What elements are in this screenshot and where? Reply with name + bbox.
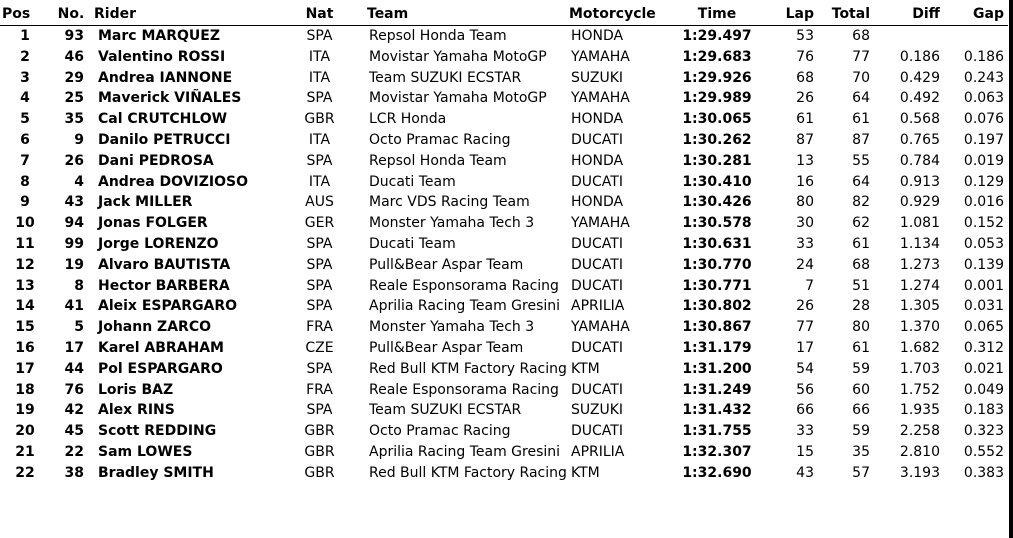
- cell-team: Repsol Honda Team: [369, 152, 507, 169]
- cell-rider: Dani PEDROSA: [98, 152, 214, 169]
- cell-time: 1:30.867: [682, 319, 752, 336]
- cell-gap: 0.383: [963, 464, 1004, 481]
- cell-diff: 0.784: [899, 152, 940, 169]
- table-row: [0, 276, 1008, 297]
- cell-team: Team SUZUKI ECSTAR: [369, 402, 522, 419]
- cell-rider: Scott REDDING: [98, 423, 217, 440]
- cell-gap: 0.063: [963, 90, 1004, 107]
- cell-nat: SPA: [306, 235, 333, 252]
- cell-motorcycle: HONDA: [571, 28, 624, 44]
- cell-team: Octo Pramac Racing: [369, 131, 511, 148]
- cell-nat: FRA: [306, 381, 333, 398]
- cell-lap: 33: [796, 423, 814, 440]
- cell-time: 1:30.770: [682, 256, 752, 273]
- cell-pos: 1: [20, 28, 30, 44]
- cell-number: 93: [64, 28, 84, 44]
- cell-total: 66: [852, 402, 870, 419]
- cell-diff: 1.305: [899, 298, 940, 315]
- cell-rider: Hector BARBERA: [98, 277, 230, 294]
- header-motorcycle: Motorcycle: [569, 6, 656, 22]
- cell-number: 44: [64, 360, 84, 377]
- cell-lap: 16: [796, 173, 814, 190]
- cell-lap: 56: [796, 381, 814, 398]
- cell-team: Aprilia Racing Team Gresini: [369, 298, 561, 315]
- cell-nat: GBR: [304, 111, 335, 128]
- cell-number: 45: [64, 423, 84, 440]
- cell-team: Red Bull KTM Factory Racing: [369, 360, 567, 377]
- cell-time: 1:29.683: [682, 48, 752, 65]
- table-row: [0, 88, 1008, 109]
- table-row: [0, 255, 1008, 276]
- cell-total: 61: [852, 339, 870, 356]
- cell-number: 46: [64, 48, 84, 65]
- cell-rider: Sam LOWES: [98, 443, 193, 460]
- cell-diff: 1.274: [899, 277, 940, 294]
- cell-rider: Danilo PETRUCCI: [98, 131, 231, 148]
- header-lap: Lap: [785, 6, 814, 22]
- cell-total: 51: [852, 277, 870, 294]
- cell-time: 1:30.771: [682, 277, 752, 294]
- cell-lap: 87: [796, 131, 814, 148]
- cell-motorcycle: APRILIA: [571, 443, 625, 460]
- cell-rider: Cal CRUTCHLOW: [98, 111, 228, 128]
- cell-lap: 30: [796, 215, 814, 232]
- cell-diff: 0.913: [899, 173, 940, 190]
- cell-total: 61: [852, 111, 870, 128]
- cell-gap: 0.001: [963, 277, 1004, 294]
- cell-time: 1:32.307: [682, 443, 752, 460]
- cell-time: 1:29.926: [682, 69, 752, 86]
- cell-number: 19: [64, 256, 84, 273]
- cell-nat: CZE: [305, 339, 334, 356]
- header-time: Time: [697, 6, 737, 22]
- table-row: [0, 172, 1008, 193]
- header-rider: Rider: [94, 6, 136, 22]
- results-table: [0, 4, 1008, 484]
- cell-total: 77: [852, 48, 870, 65]
- cell-rider: Valentino ROSSI: [98, 48, 226, 65]
- cell-pos: 14: [15, 298, 35, 315]
- cell-pos: 3: [20, 69, 30, 86]
- cell-motorcycle: YAMAHA: [571, 48, 630, 65]
- cell-number: 4: [74, 173, 84, 190]
- cell-diff: 1.081: [899, 215, 940, 232]
- cell-pos: 17: [15, 360, 35, 377]
- cell-total: 35: [852, 443, 870, 460]
- cell-pos: 12: [15, 256, 35, 273]
- cell-time: 1:31.755: [682, 423, 752, 440]
- cell-time: 1:32.690: [682, 464, 752, 481]
- cell-diff: 1.935: [899, 402, 940, 419]
- cell-diff: 0.568: [899, 111, 940, 128]
- cell-time: 1:31.200: [682, 360, 752, 377]
- cell-diff: 1.273: [899, 256, 940, 273]
- cell-number: 35: [64, 111, 84, 128]
- cell-pos: 2: [20, 48, 30, 65]
- cell-motorcycle: APRILIA: [571, 298, 625, 315]
- cell-motorcycle: YAMAHA: [571, 319, 630, 336]
- cell-rider: Alvaro BAUTISTA: [98, 256, 231, 273]
- cell-team: Repsol Honda Team: [369, 28, 507, 44]
- cell-time: 1:31.432: [682, 402, 752, 419]
- cell-motorcycle: HONDA: [571, 194, 624, 211]
- header-team: Team: [367, 6, 409, 22]
- cell-nat: FRA: [306, 319, 333, 336]
- table-row: [0, 359, 1008, 380]
- cell-nat: SPA: [306, 28, 333, 44]
- cell-time: 1:30.426: [682, 194, 752, 211]
- cell-nat: GBR: [304, 423, 335, 440]
- cell-motorcycle: KTM: [571, 360, 600, 377]
- cell-rider: Jack MILLER: [98, 194, 193, 211]
- cell-pos: 8: [20, 173, 30, 190]
- cell-diff: 1.752: [899, 381, 940, 398]
- cell-motorcycle: DUCATI: [571, 423, 623, 440]
- table-row: [0, 192, 1008, 213]
- cell-diff: 2.810: [899, 443, 940, 460]
- cell-pos: 5: [20, 111, 30, 128]
- cell-nat: GBR: [304, 443, 335, 460]
- cell-rider: Loris BAZ: [98, 381, 174, 398]
- cell-time: 1:30.262: [682, 131, 752, 148]
- cell-nat: ITA: [308, 48, 331, 65]
- table-row: [0, 234, 1008, 255]
- cell-motorcycle: YAMAHA: [571, 215, 630, 232]
- cell-time: 1:30.631: [682, 235, 752, 252]
- cell-nat: ITA: [308, 69, 331, 86]
- cell-motorcycle: DUCATI: [571, 381, 623, 398]
- cell-number: 99: [64, 235, 84, 252]
- cell-rider: Johann ZARCO: [98, 319, 211, 336]
- cell-gap: 0.186: [963, 48, 1004, 65]
- cell-motorcycle: SUZUKI: [571, 69, 624, 86]
- cell-diff: 1.134: [899, 235, 940, 252]
- cell-number: 8: [74, 277, 84, 294]
- cell-nat: SPA: [306, 360, 333, 377]
- table-row: [0, 421, 1008, 442]
- cell-rider: Pol ESPARGARO: [98, 360, 223, 377]
- cell-pos: 10: [15, 215, 35, 232]
- cell-pos: 21: [15, 443, 35, 460]
- header-row: [0, 4, 1008, 26]
- cell-nat: SPA: [306, 90, 333, 107]
- cell-time: 1:30.281: [682, 152, 752, 169]
- cell-gap: 0.016: [963, 194, 1004, 211]
- cell-nat: ITA: [308, 131, 331, 148]
- cell-total: 61: [852, 235, 870, 252]
- cell-lap: 24: [796, 256, 814, 273]
- header-gap: Gap: [973, 6, 1004, 22]
- cell-lap: 80: [796, 194, 814, 211]
- cell-rider: Andrea IANNONE: [98, 69, 233, 86]
- cell-motorcycle: DUCATI: [571, 131, 623, 148]
- cell-team: LCR Honda: [369, 111, 447, 128]
- header-nat: Nat: [305, 6, 334, 22]
- cell-total: 55: [852, 152, 870, 169]
- cell-number: 17: [64, 339, 84, 356]
- cell-time: 1:30.802: [682, 298, 752, 315]
- cell-number: 38: [64, 464, 84, 481]
- cell-total: 62: [852, 215, 870, 232]
- cell-gap: 0.129: [963, 173, 1004, 190]
- cell-nat: SPA: [306, 152, 333, 169]
- cell-rider: Aleix ESPARGARO: [98, 298, 238, 315]
- cell-rider: Bradley SMITH: [98, 464, 214, 481]
- cell-time: 1:29.989: [682, 90, 752, 107]
- table-row: [0, 109, 1008, 130]
- cell-lap: 26: [796, 298, 814, 315]
- cell-lap: 77: [796, 319, 814, 336]
- cell-pos: 15: [15, 319, 35, 336]
- cell-motorcycle: DUCATI: [571, 277, 623, 294]
- header-total: Total: [831, 6, 870, 22]
- table-row: [0, 47, 1008, 68]
- cell-motorcycle: DUCATI: [571, 173, 623, 190]
- cell-diff: 2.258: [899, 423, 940, 440]
- cell-time: 1:30.578: [682, 215, 752, 232]
- cell-lap: 43: [796, 464, 814, 481]
- cell-pos: 11: [15, 235, 35, 252]
- cell-total: 68: [852, 28, 870, 44]
- cell-gap: 0.152: [963, 215, 1004, 232]
- cell-diff: 3.193: [899, 464, 940, 481]
- cell-total: 60: [852, 381, 870, 398]
- cell-team: Marc VDS Racing Team: [369, 194, 530, 211]
- cell-gap: 0.552: [963, 443, 1004, 460]
- cell-number: 26: [64, 152, 84, 169]
- cell-lap: 26: [796, 90, 814, 107]
- cell-number: 22: [64, 443, 84, 460]
- header-pos: Pos: [2, 6, 31, 22]
- cell-team: Movistar Yamaha MotoGP: [369, 90, 547, 107]
- cell-number: 9: [74, 131, 84, 148]
- cell-number: 76: [64, 381, 84, 398]
- cell-lap: 68: [796, 69, 814, 86]
- cell-team: Team SUZUKI ECSTAR: [369, 69, 522, 86]
- cell-total: 57: [852, 464, 870, 481]
- cell-rider: Andrea DOVIZIOSO: [98, 173, 248, 190]
- cell-rider: Jonas FOLGER: [98, 215, 208, 232]
- cell-rider: Marc MARQUEZ: [98, 28, 220, 44]
- table-row: [0, 151, 1008, 172]
- table-row: [0, 68, 1008, 89]
- cell-number: 43: [64, 194, 84, 211]
- cell-pos: 6: [20, 131, 30, 148]
- cell-rider: Maverick VIÑALES: [98, 90, 242, 107]
- cell-number: 5: [74, 319, 84, 336]
- table-row: [0, 317, 1008, 338]
- cell-pos: 18: [15, 381, 35, 398]
- cell-time: 1:31.179: [682, 339, 752, 356]
- cell-lap: 7: [805, 277, 814, 294]
- cell-gap: [942, 26, 1008, 47]
- cell-gap: 0.183: [963, 402, 1004, 419]
- cell-motorcycle: DUCATI: [571, 256, 623, 273]
- cell-gap: 0.243: [963, 69, 1004, 86]
- cell-lap: 33: [796, 235, 814, 252]
- cell-team: Monster Yamaha Tech 3: [369, 319, 535, 336]
- cell-lap: 17: [796, 339, 814, 356]
- cell-time: 1:30.410: [682, 173, 752, 190]
- cell-time: 1:30.065: [682, 111, 752, 128]
- cell-rider: Jorge LORENZO: [98, 235, 219, 252]
- cell-gap: 0.021: [963, 360, 1004, 377]
- cell-gap: 0.197: [963, 131, 1004, 148]
- cell-team: Octo Pramac Racing: [369, 423, 511, 440]
- cell-total: 87: [852, 131, 870, 148]
- cell-pos: 16: [15, 339, 35, 356]
- table-row: [0, 442, 1008, 463]
- cell-pos: 22: [15, 464, 35, 481]
- cell-number: 41: [64, 298, 84, 315]
- header-diff: Diff: [912, 6, 940, 22]
- cell-lap: 15: [796, 443, 814, 460]
- cell-team: Ducati Team: [369, 173, 456, 190]
- cell-total: 28: [852, 298, 870, 315]
- cell-pos: 13: [15, 277, 35, 294]
- table-row: [0, 380, 1008, 401]
- cell-nat: SPA: [306, 277, 333, 294]
- cell-diff: 0.929: [899, 194, 940, 211]
- cell-diff: [872, 26, 942, 47]
- cell-motorcycle: SUZUKI: [571, 402, 624, 419]
- cell-lap: 53: [796, 28, 814, 44]
- cell-total: 64: [852, 173, 870, 190]
- cell-motorcycle: KTM: [571, 464, 600, 481]
- cell-motorcycle: YAMAHA: [571, 90, 630, 107]
- cell-gap: 0.019: [963, 152, 1004, 169]
- cell-nat: AUS: [305, 194, 334, 211]
- cell-time: 1:31.249: [682, 381, 752, 398]
- cell-gap: 0.049: [963, 381, 1004, 398]
- cell-gap: 0.031: [963, 298, 1004, 315]
- table-row: [0, 296, 1008, 317]
- cell-total: 70: [852, 69, 870, 86]
- cell-lap: 13: [796, 152, 814, 169]
- cell-gap: 0.139: [963, 256, 1004, 273]
- cell-lap: 61: [796, 111, 814, 128]
- cell-motorcycle: HONDA: [571, 152, 624, 169]
- cell-total: 59: [852, 360, 870, 377]
- table-row: [0, 463, 1008, 484]
- cell-team: Pull&Bear Aspar Team: [369, 256, 524, 273]
- cell-diff: 0.186: [899, 48, 940, 65]
- cell-diff: 1.370: [899, 319, 940, 336]
- cell-diff: 1.703: [899, 360, 940, 377]
- table-row: [0, 213, 1008, 234]
- cell-total: 82: [852, 194, 870, 211]
- table-row: [0, 400, 1008, 421]
- cell-number: 25: [64, 90, 84, 107]
- cell-diff: 1.682: [899, 339, 940, 356]
- table-row: [0, 338, 1008, 359]
- table-row: [0, 130, 1008, 151]
- cell-motorcycle: DUCATI: [571, 339, 623, 356]
- cell-total: 64: [852, 90, 870, 107]
- cell-total: 80: [852, 319, 870, 336]
- cell-motorcycle: HONDA: [571, 111, 624, 128]
- cell-diff: 0.765: [899, 131, 940, 148]
- cell-nat: SPA: [306, 402, 333, 419]
- cell-team: Red Bull KTM Factory Racing: [369, 464, 567, 481]
- cell-team: Reale Esponsorama Racing: [369, 381, 559, 398]
- cell-nat: ITA: [308, 173, 331, 190]
- cell-team: Pull&Bear Aspar Team: [369, 339, 524, 356]
- cell-gap: 0.053: [963, 235, 1004, 252]
- cell-pos: 19: [15, 402, 35, 419]
- cell-lap: 66: [796, 402, 814, 419]
- cell-rider: Alex RINS: [98, 402, 175, 419]
- cell-nat: GBR: [304, 464, 335, 481]
- cell-number: 42: [64, 402, 84, 419]
- cell-gap: 0.076: [963, 111, 1004, 128]
- cell-team: Ducati Team: [369, 235, 456, 252]
- cell-pos: 7: [20, 152, 30, 169]
- cell-pos: 20: [15, 423, 35, 440]
- cell-team: Aprilia Racing Team Gresini: [369, 443, 561, 460]
- cell-time: 1:29.497: [682, 28, 752, 44]
- cell-motorcycle: DUCATI: [571, 235, 623, 252]
- cell-diff: 0.492: [899, 90, 940, 107]
- cell-team: Movistar Yamaha MotoGP: [369, 48, 547, 65]
- cell-pos: 9: [20, 194, 30, 211]
- cell-team: Reale Esponsorama Racing: [369, 277, 559, 294]
- header-no: No.: [57, 6, 85, 22]
- results-body: [0, 26, 1008, 484]
- cell-pos: 4: [20, 90, 30, 107]
- cell-total: 68: [852, 256, 870, 273]
- cell-number: 94: [64, 215, 84, 232]
- cell-gap: 0.065: [963, 319, 1004, 336]
- cell-gap: 0.323: [963, 423, 1004, 440]
- cell-nat: SPA: [306, 256, 333, 273]
- table-row: [0, 26, 1008, 47]
- cell-rider: Karel ABRAHAM: [98, 339, 224, 356]
- cell-nat: GER: [304, 215, 335, 232]
- cell-team: Monster Yamaha Tech 3: [369, 215, 535, 232]
- cell-number: 29: [64, 69, 84, 86]
- cell-lap: 76: [796, 48, 814, 65]
- cell-nat: SPA: [306, 298, 333, 315]
- cell-lap: 54: [796, 360, 814, 377]
- cell-total: 59: [852, 423, 870, 440]
- window-edge: [1009, 0, 1013, 538]
- cell-diff: 0.429: [899, 69, 940, 86]
- cell-gap: 0.312: [963, 339, 1004, 356]
